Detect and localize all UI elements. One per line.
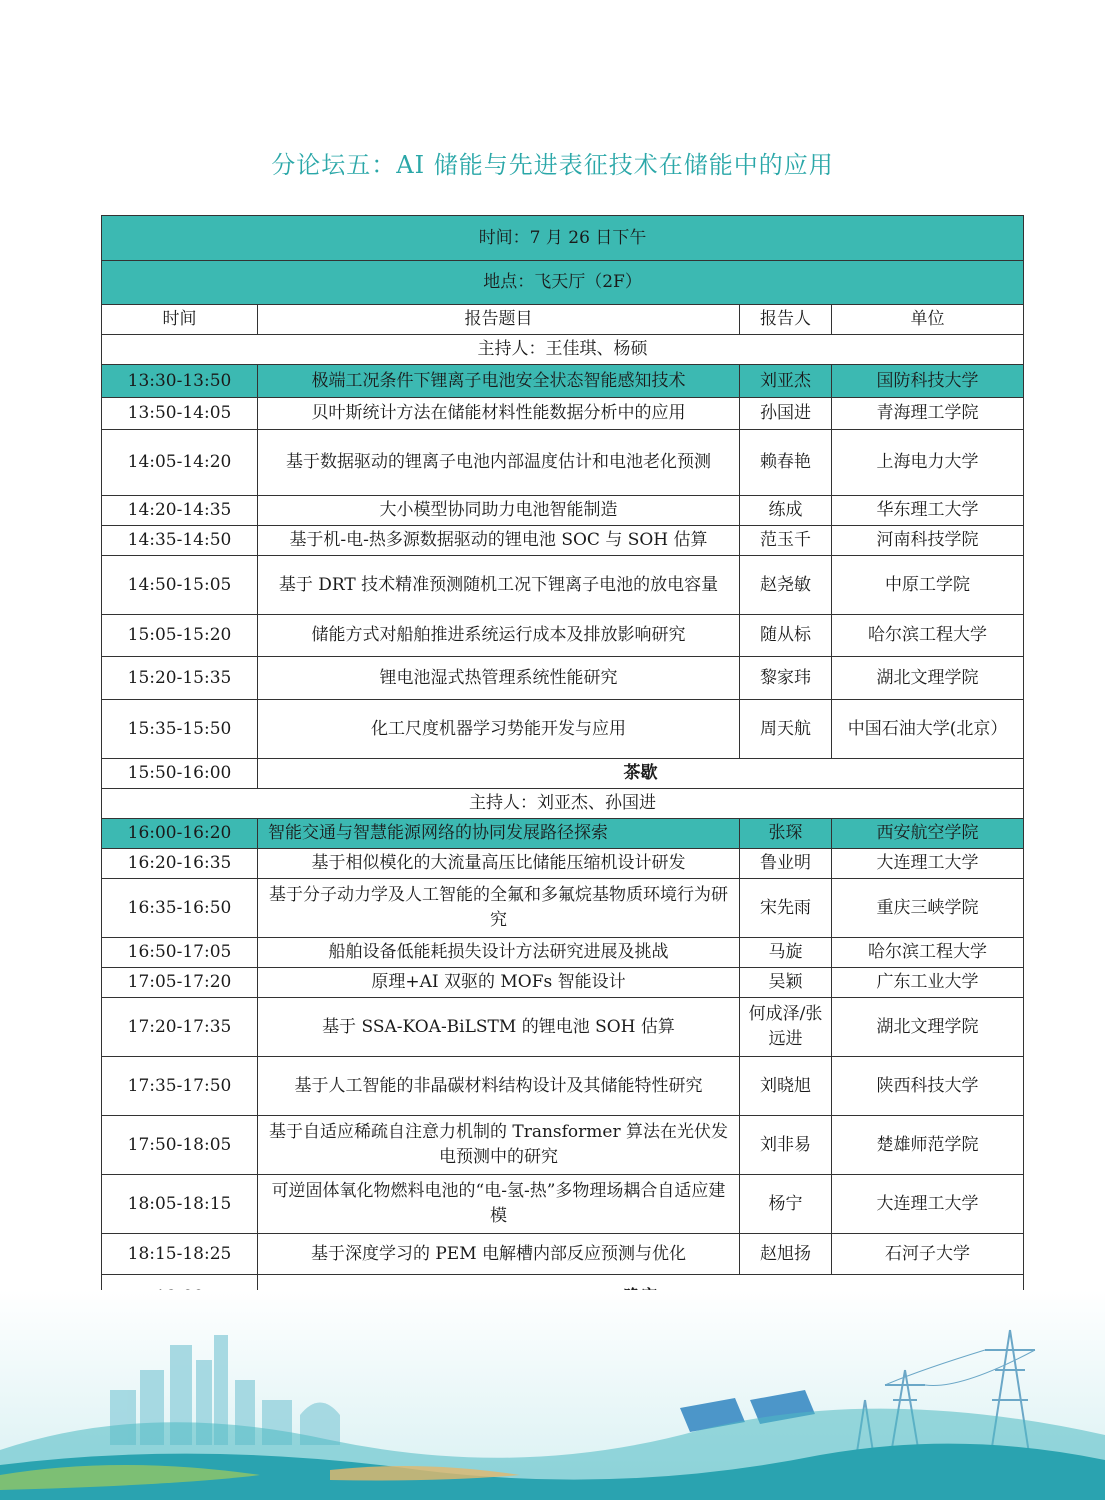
table-row bbox=[102, 496, 1024, 526]
row-speaker: 孙国进 bbox=[740, 398, 832, 430]
row-speaker: 范玉千 bbox=[740, 526, 832, 556]
host-row bbox=[102, 335, 1024, 365]
row-unit: 陕西科技大学 bbox=[832, 1057, 1024, 1116]
row-time: 13:30-13:50 bbox=[102, 365, 258, 398]
row-time: 14:35-14:50 bbox=[102, 526, 258, 556]
header-speaker: 报告人 bbox=[740, 305, 832, 335]
row-speaker: 周天航 bbox=[740, 700, 832, 759]
row-unit: 中国石油大学(北京） bbox=[832, 700, 1024, 759]
table-row bbox=[102, 657, 1024, 700]
row-topic: 基于 SSA-KOA-BiLSTM 的锂电池 SOH 估算 bbox=[258, 998, 740, 1057]
row-unit: 大连理工大学 bbox=[832, 849, 1024, 879]
info-time: 时间：7 月 26 日下午 bbox=[102, 216, 1024, 261]
row-topic: 基于人工智能的非晶碳材料结构设计及其储能特性研究 bbox=[258, 1057, 740, 1116]
row-speaker: 马旋 bbox=[740, 938, 832, 968]
table-row bbox=[102, 526, 1024, 556]
row-time: 16:35-16:50 bbox=[102, 879, 258, 938]
row-time: 16:50-17:05 bbox=[102, 938, 258, 968]
row-time: 17:05-17:20 bbox=[102, 968, 258, 998]
table-row bbox=[102, 849, 1024, 879]
row-speaker: 赵旭扬 bbox=[740, 1234, 832, 1275]
table-row bbox=[102, 398, 1024, 430]
agenda-table bbox=[101, 215, 1024, 1320]
row-unit: 石河子大学 bbox=[832, 1234, 1024, 1275]
table-row bbox=[102, 1175, 1024, 1234]
row-time: 16:20-16:35 bbox=[102, 849, 258, 879]
row-unit: 湖北文理学院 bbox=[832, 998, 1024, 1057]
row-topic: 可逆固体氧化物燃料电池的“电-氢-热”多物理场耦合自适应建模 bbox=[258, 1175, 740, 1234]
row-unit: 重庆三峡学院 bbox=[832, 879, 1024, 938]
table-row bbox=[102, 700, 1024, 759]
row-unit: 湖北文理学院 bbox=[832, 657, 1024, 700]
page-title: 分论坛五：AI 储能与先进表征技术在储能中的应用 bbox=[271, 151, 834, 179]
row-speaker: 刘非易 bbox=[740, 1116, 832, 1175]
row-time: 15:05-15:20 bbox=[102, 615, 258, 657]
row-time: 17:50-18:05 bbox=[102, 1116, 258, 1175]
header-unit: 单位 bbox=[832, 305, 1024, 335]
header-topic: 报告题目 bbox=[258, 305, 740, 335]
table-row bbox=[102, 938, 1024, 968]
row-speaker: 随从标 bbox=[740, 615, 832, 657]
break-row bbox=[102, 759, 1024, 789]
row-topic: 原理+AI 双驱的 MOFs 智能设计 bbox=[258, 968, 740, 998]
info-place-row bbox=[102, 261, 1024, 305]
table-row bbox=[102, 1234, 1024, 1275]
row-time: 15:20-15:35 bbox=[102, 657, 258, 700]
row-speaker: 鲁业明 bbox=[740, 849, 832, 879]
table-row bbox=[102, 819, 1024, 849]
table-row bbox=[102, 998, 1024, 1057]
table-row bbox=[102, 1116, 1024, 1175]
table-row bbox=[102, 556, 1024, 615]
row-time: 17:20-17:35 bbox=[102, 998, 258, 1057]
row-time: 17:35-17:50 bbox=[102, 1057, 258, 1116]
row-speaker: 黎家玮 bbox=[740, 657, 832, 700]
row-unit: 哈尔滨工程大学 bbox=[832, 615, 1024, 657]
row-unit: 西安航空学院 bbox=[832, 819, 1024, 849]
row-speaker: 赖春艳 bbox=[740, 430, 832, 496]
row-topic: 化工尺度机器学习势能开发与应用 bbox=[258, 700, 740, 759]
row-topic: 船舶设备低能耗损失设计方法研究进展及挑战 bbox=[258, 938, 740, 968]
row-unit: 楚雄师范学院 bbox=[832, 1116, 1024, 1175]
row-speaker: 何成泽/张远进 bbox=[740, 998, 832, 1057]
row-speaker: 杨宁 bbox=[740, 1175, 832, 1234]
row-unit: 中原工学院 bbox=[832, 556, 1024, 615]
row-time: 16:00-16:20 bbox=[102, 819, 258, 849]
row-unit: 哈尔滨工程大学 bbox=[832, 938, 1024, 968]
row-unit: 国防科技大学 bbox=[832, 365, 1024, 398]
row-unit: 大连理工大学 bbox=[832, 1175, 1024, 1234]
row-speaker: 刘亚杰 bbox=[740, 365, 832, 398]
host-label: 主持人：刘亚杰、孙国进 bbox=[102, 789, 1024, 819]
row-speaker: 赵尧敏 bbox=[740, 556, 832, 615]
table-row bbox=[102, 968, 1024, 998]
row-topic: 基于 DRT 技术精准预测随机工况下锂离子电池的放电容量 bbox=[258, 556, 740, 615]
row-speaker: 吴颖 bbox=[740, 968, 832, 998]
info-time-row bbox=[102, 216, 1024, 261]
row-speaker: 刘晓旭 bbox=[740, 1057, 832, 1116]
row-topic: 极端工况条件下锂离子电池安全状态智能感知技术 bbox=[258, 365, 740, 398]
row-topic: 贝叶斯统计方法在储能材料性能数据分析中的应用 bbox=[258, 398, 740, 430]
table-row bbox=[102, 879, 1024, 938]
row-topic: 储能方式对船舶推进系统运行成本及排放影响研究 bbox=[258, 615, 740, 657]
row-topic: 基于相似模化的大流量高压比储能压缩机设计研发 bbox=[258, 849, 740, 879]
break-label: 茶歇 bbox=[258, 759, 1024, 789]
table-row bbox=[102, 365, 1024, 398]
row-topic: 基于机-电-热多源数据驱动的锂电池 SOC 与 SOH 估算 bbox=[258, 526, 740, 556]
row-time: 15:35-15:50 bbox=[102, 700, 258, 759]
row-topic: 锂电池湿式热管理系统性能研究 bbox=[258, 657, 740, 700]
row-topic: 大小模型协同助力电池智能制造 bbox=[258, 496, 740, 526]
header-time: 时间 bbox=[102, 305, 258, 335]
row-topic: 基于数据驱动的锂离子电池内部温度估计和电池老化预测 bbox=[258, 430, 740, 496]
break-time: 15:50-16:00 bbox=[102, 759, 258, 789]
row-topic: 智能交通与智慧能源网络的协同发展路径探索 bbox=[258, 819, 740, 849]
row-unit: 青海理工学院 bbox=[832, 398, 1024, 430]
landscape-illustration bbox=[0, 1290, 1105, 1500]
host-label: 主持人：王佳琪、杨硕 bbox=[102, 335, 1024, 365]
host-row bbox=[102, 789, 1024, 819]
table-row bbox=[102, 430, 1024, 496]
row-topic: 基于分子动力学及人工智能的全氟和多氟烷基物质环境行为研究 bbox=[258, 879, 740, 938]
row-unit: 河南科技学院 bbox=[832, 526, 1024, 556]
row-speaker: 张琛 bbox=[740, 819, 832, 849]
row-time: 13:50-14:05 bbox=[102, 398, 258, 430]
row-unit: 上海电力大学 bbox=[832, 430, 1024, 496]
info-place: 地点：飞天厅（2F） bbox=[102, 261, 1024, 305]
row-speaker: 练成 bbox=[740, 496, 832, 526]
table-row bbox=[102, 615, 1024, 657]
table-row bbox=[102, 1057, 1024, 1116]
row-topic: 基于自适应稀疏自注意力机制的 Transformer 算法在光伏发电预测中的研究 bbox=[258, 1116, 740, 1175]
row-unit: 华东理工大学 bbox=[832, 496, 1024, 526]
row-time: 18:15-18:25 bbox=[102, 1234, 258, 1275]
row-topic: 基于深度学习的 PEM 电解槽内部反应预测与优化 bbox=[258, 1234, 740, 1275]
row-speaker: 宋先雨 bbox=[740, 879, 832, 938]
row-time: 14:50-15:05 bbox=[102, 556, 258, 615]
header-row bbox=[102, 305, 1024, 335]
row-time: 18:05-18:15 bbox=[102, 1175, 258, 1234]
row-unit: 广东工业大学 bbox=[832, 968, 1024, 998]
row-time: 14:05-14:20 bbox=[102, 430, 258, 496]
row-time: 14:20-14:35 bbox=[102, 496, 258, 526]
